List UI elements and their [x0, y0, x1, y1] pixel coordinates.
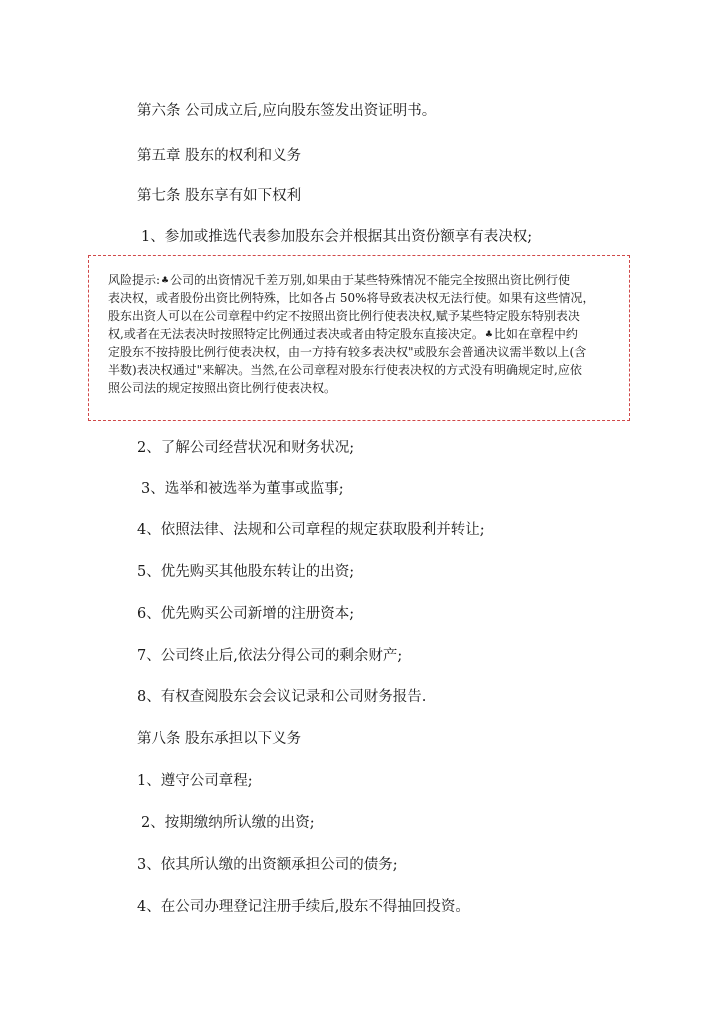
right-item-7: 7、公司终止后,依法分得公司的剩余财产;	[137, 648, 403, 664]
risk-note-line-6: 半数)表决权通过"来解决。当然,在公司章程对股东行使表决权的方式没有明确规定时,应依	[108, 363, 582, 377]
risk-note-line-1: 风险提示:♣公司的出资情况千差万别,如果由于某些特殊情况不能完全按照出资比例行使	[108, 273, 570, 287]
duty-item-3: 3、依其所认缴的出资额承担公司的债务;	[137, 857, 398, 873]
right-item-1: 1、参加或推选代表参加股东会并根据其出资份额享有表决权;	[141, 229, 533, 245]
chapter-5-heading: 第五章 股东的权利和义务	[137, 148, 302, 164]
duty-item-1: 1、遵守公司章程;	[137, 773, 253, 789]
risk-note-line-5: 定股东不按持股比例行使表决权，由一方持有较多表决权"或股东会普通决议需半数以上(含	[108, 345, 587, 359]
duty-item-2: 2、按期缴纳所认缴的出资;	[141, 815, 315, 831]
risk-note-line-2: 表决权，或者股份出资比例特殊，比如各占 50%将导致表决权无法行使。如果有这些情况，	[108, 291, 595, 305]
article-6-text: 第六条 公司成立后,应向股东签发出资证明书。	[137, 103, 437, 119]
right-item-5: 5、优先购买其他股东转让的出资;	[137, 564, 355, 580]
risk-note-line-3: 股东出资人可以在公司章程中约定不按照出资比例行使表决权,赋予某些特定股东特别表决	[108, 309, 580, 323]
duty-item-4: 4、在公司办理登记注册手续后,股东不得抽回投资。	[137, 899, 470, 915]
risk-note-label: 风险提示:	[108, 273, 161, 287]
article-7-heading: 第七条 股东享有如下权利	[137, 188, 302, 204]
right-item-4: 4、依照法律、法规和公司章程的规定获取股利并转让;	[137, 522, 485, 538]
marker-icon: ♣	[161, 276, 170, 286]
marker-icon: ♣	[484, 330, 493, 340]
risk-note-line-4: 权,或者在无法表决时按照特定比例通过表决或者由特定股东直接决定。♣比如在章程中约	[108, 327, 578, 341]
right-item-6: 6、优先购买公司新增的注册资本;	[137, 606, 355, 622]
right-item-2: 2、了解公司经营状况和财务状况;	[137, 440, 355, 456]
risk-note-line-7: 照公司法的规定按照出资比例行使表决权。	[108, 381, 337, 395]
article-8-heading: 第八条 股东承担以下义务	[137, 731, 302, 747]
right-item-8: 8、有权查阅股东会会议记录和公司财务报告.	[137, 689, 427, 705]
right-item-3: 3、选举和被选举为董事或监事;	[141, 481, 344, 497]
